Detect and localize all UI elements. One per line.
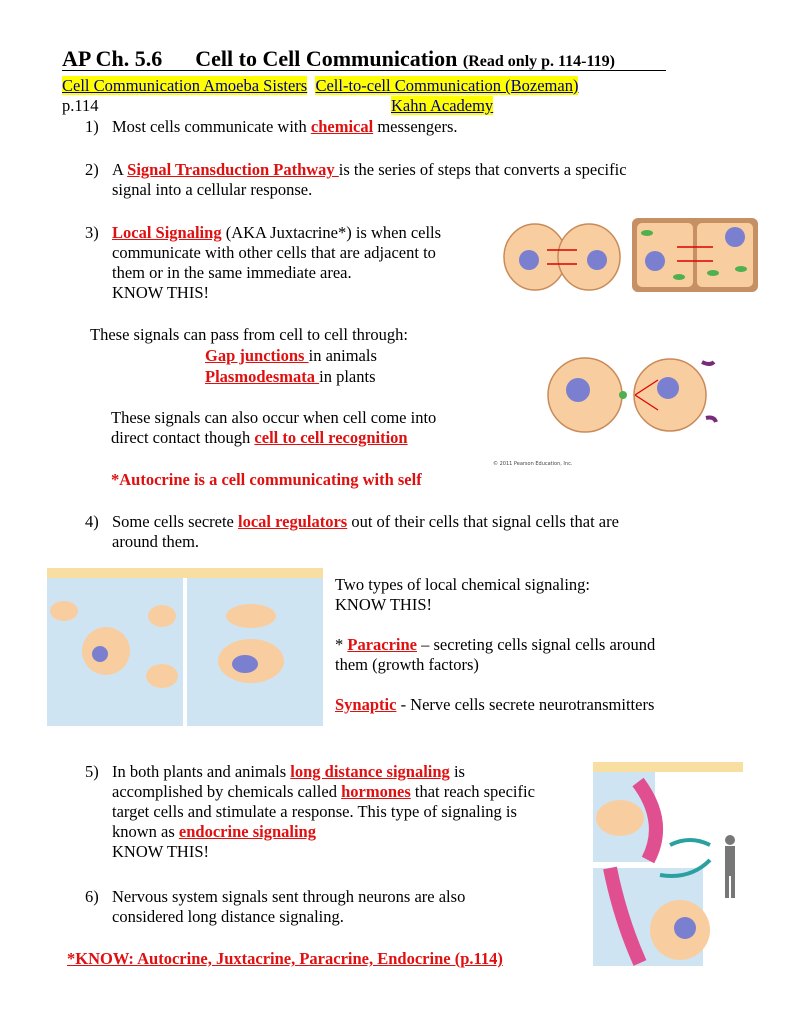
- endocrine-figure: [590, 760, 745, 968]
- list-item-5: 5) In both plants and animals long distance signaling is accomplished by chemicals called hormones that reach specific target cells and stimulate a response. This type of signaling is known as endocrine signaling KNOW THIS!: [85, 762, 535, 861]
- list-item-3: 3) Local Signaling (AKA Juxtacrine*) is when cells communicate with other cells that are adjacent to them or in the same immediate area. KNOW THIS!: [85, 223, 442, 302]
- gap-junctions-line: Gap junctions in animals: [205, 346, 377, 365]
- title-underline: [62, 70, 666, 71]
- list-item-1: 1) Most cells communicate with chemical messengers.: [85, 117, 458, 136]
- title-topic: Cell to Cell Communication: [195, 46, 458, 71]
- term-chemical: chemical: [310, 117, 374, 136]
- signaling-types: Two types of local chemical signaling: KNOW THIS! * Paracrine – secreting cells signal cells around them (growth factors) Synaptic - Nerve cells secrete neurotransmitters: [335, 575, 656, 714]
- cell-recognition-figure: [540, 350, 720, 440]
- term-local-signaling: Local Signaling: [112, 223, 222, 242]
- list-item-6: 6) Nervous system signals sent through neurons are also considered long distance signaling.: [85, 887, 466, 926]
- know-summary: *KNOW: Autocrine, Juxtacrine, Paracrine, Endocrine (p.114): [67, 949, 503, 968]
- plasmodesmata-figure: [631, 217, 759, 293]
- pass-intro: These signals can pass from cell to cell through:: [90, 325, 408, 344]
- term-signal-transduction: Signal Transduction Pathway: [127, 160, 339, 179]
- list-item-4: 4) Some cells secrete local regulators out of their cells that signal cells that are around them.: [85, 512, 619, 551]
- contact-text: These signals can also occur when cell come into direct contact though cell to cell recognition: [111, 408, 437, 447]
- list-item-2: 2) A Signal Transduction Pathway is the series of steps that converts a specific signal into a cellular response.: [85, 160, 627, 199]
- figure-credit: © 2011 Pearson Education, Inc.: [493, 461, 573, 467]
- page-title: [62, 46, 615, 72]
- title-note: (Read only p. 114-119): [462, 53, 615, 70]
- link-khan-academy[interactable]: Kahn Academy: [391, 96, 494, 115]
- autocrine-note: *Autocrine is a cell communicating with self: [111, 470, 422, 489]
- paracrine-synaptic-figure: [44, 566, 325, 728]
- link-bozeman[interactable]: Cell-to-cell Communication (Bozeman): [315, 76, 579, 95]
- gap-junction-figure: [503, 222, 621, 292]
- plasmodesmata-line: Plasmodesmata in plants: [205, 367, 376, 386]
- title-chapter: AP Ch. 5.6: [62, 46, 163, 71]
- link-amoeba-sisters[interactable]: Cell Communication Amoeba Sisters: [62, 76, 308, 95]
- page-reference: p.114: [62, 96, 99, 115]
